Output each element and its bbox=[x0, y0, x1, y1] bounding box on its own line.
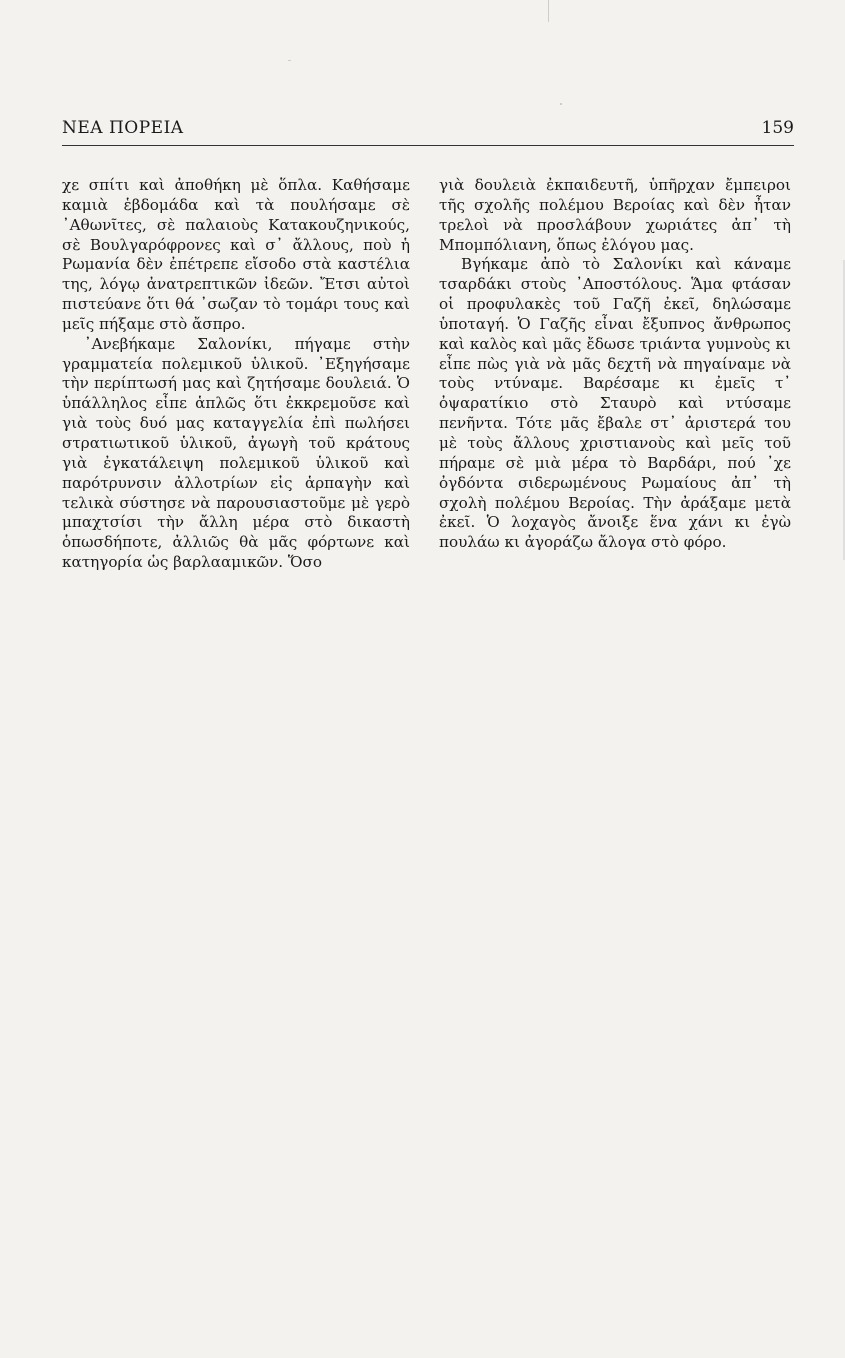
running-head: ΝΕΑ ΠΟΡΕΙΑ bbox=[62, 118, 184, 138]
paragraph: γιὰ δουλειὰ ἐκπαιδευτῆ, ὑπῆρχαν ἔμπειροι τῆς σχολῆς πολέμου Βεροίας καὶ δὲν ἦταν τρελοὶ νὰ προσλάβουν χωριάτες ἀπ᾿ τὴ Μπομπόλιανη, ὅπως ἐλόγου μας. bbox=[439, 176, 791, 254]
text-column-right bbox=[439, 176, 791, 553]
scan-artifact-speck bbox=[560, 103, 562, 105]
scan-artifact-speck bbox=[288, 60, 291, 61]
paragraph: ᾿Ανεβήκαμε Σαλονίκι, πήγαμε στὴν γραμματεία πολεμικοῦ ὑλικοῦ. ᾿Εξηγήσαμε τὴν περίπτωσή μας καὶ ζητήσαμε δουλειά. Ὁ ὑπάλληλος εἶπε ἁπλῶς ὅτι ἐκκρεμοῦσε καὶ γιὰ τοὺς δυό μας καταγγελία ἐπὶ πωλήσει στρατιωτικοῦ ὑλικοῦ, ἀγωγὴ τοῦ κράτους γιὰ ἐγκατάλειψη πολεμικοῦ ὑλικοῦ καὶ παρότρυνσιν ἀλλοτρίων εἰς ἁρπαγὴν καὶ τελικὰ σύστησε νὰ παρουσιαστοῦμε μὲ γερὸ μπαχτσίσι τὴν ἄλλη μέρα στὸ δικαστὴ ὁπωσδήποτε, ἀλλιῶς θὰ μᾶς φόρτωνε καὶ κατηγορία ὡς βαρλααμικῶν. Ὅσο bbox=[62, 334, 410, 572]
page-header bbox=[62, 118, 794, 140]
header-rule bbox=[62, 145, 794, 146]
text-column-left bbox=[62, 176, 410, 573]
scan-artifact-line bbox=[548, 0, 549, 22]
paragraph: Βγήκαμε ἀπὸ τὸ Σαλονίκι καὶ κάναμε τσαρδάκι στοὺς ᾿Αποστόλους. Ἅμα φτάσαν οἱ προφυλακὲς τοῦ Γαζῆ ἐκεῖ, δηλώσαμε ὑποταγή. Ὁ Γαζῆς εἶναι ἔξυπνος ἄνθρωπος καὶ καλὸς καὶ μᾶς ἔδωσε τριάντα γυμνοὺς κι εἶπε πὼς γιὰ νὰ μᾶς δεχτῆ νὰ πηγαίναμε νὰ τοὺς ντύναμε. Βαρέσαμε κι ἐμεῖς τ᾿ ὀψαρατίκιο στὸ Σταυρὸ καὶ ντύσαμε πενῆντα. Τότε μᾶς ἔβαλε στ᾿ ἀριστερά του μὲ τοὺς ἄλλους χριστιανοὺς καὶ μεῖς τοῦ πήραμε σὲ μιὰ μέρα τὸ Βαρδάρι, πού ᾿χε ὀγδόντα σιδερωμένους Ρωμαίους ἀπ᾿ τὴ σχολὴ πολέμου Βεροίας. Τὴν ἀράξαμε μετὰ ἐκεῖ. Ὁ λοχαγὸς ἄνοιξε ἕνα χάνι κι ἐγὼ πουλάω κι ἀγοράζω ἄλογα στὸ φόρο. bbox=[439, 255, 791, 552]
page-number: 159 bbox=[761, 118, 794, 138]
paragraph: χε σπίτι καὶ ἀποθήκη μὲ ὅπλα. Καθήσαμε καμιὰ ἑβδομάδα καὶ τὰ πουλήσαμε σὲ ᾿Αθωνῖτες, σὲ παλαιοὺς Κατακουζηνικούς, σὲ Βουλγαρόφρονες καὶ σ᾿ ἄλλους, ποὺ ἡ Ρωμανία δὲν ἐπέτρεπε εἴσοδο στὰ καστέλια της, λόγῳ ἀνατρεπτικῶν ἰδεῶν. Ἔτσι αὐτοὶ πιστεύανε ὅτι θά ᾿σωζαν τὸ τομάρι τους καὶ μεῖς πήξαμε στὸ ἄσπρο. bbox=[62, 176, 410, 333]
